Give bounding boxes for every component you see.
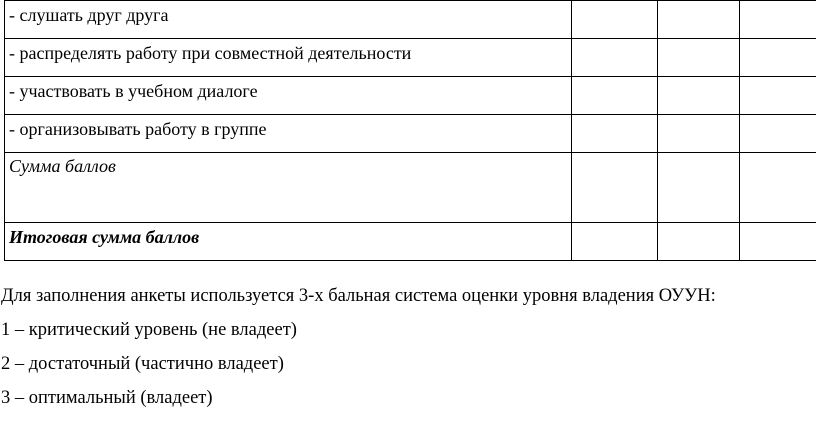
score-cell	[572, 39, 658, 77]
score-cell	[658, 115, 740, 153]
skill-label: - распределять работу при совместной деятельности	[5, 39, 572, 77]
score-cell	[572, 77, 658, 115]
table-row	[5, 1, 816, 39]
subtotal-label: Сумма баллов	[5, 153, 572, 223]
score-cell	[658, 77, 740, 115]
score-cell	[740, 77, 816, 115]
score-cell	[658, 39, 740, 77]
score-cell	[740, 1, 816, 39]
score-cell	[572, 115, 658, 153]
score-cell	[740, 153, 816, 223]
skill-label: - организовывать работу в группе	[5, 115, 572, 153]
score-cell	[658, 1, 740, 39]
skill-label: - участвовать в учебном диалоге	[5, 77, 572, 115]
level-item: 1 – критический уровень (не владеет)	[1, 320, 297, 340]
score-cell	[658, 223, 740, 261]
table-row	[5, 115, 816, 153]
scoring-notes	[1, 286, 716, 422]
score-cell	[572, 1, 658, 39]
assessment-table	[4, 0, 816, 261]
score-cell	[572, 223, 658, 261]
table-row	[5, 77, 816, 115]
table-row-subtotal	[5, 153, 816, 223]
total-label: Итоговая сумма баллов	[5, 223, 572, 261]
score-cell	[740, 223, 816, 261]
table-row	[5, 39, 816, 77]
score-cell	[740, 39, 816, 77]
table-row-total	[5, 223, 816, 261]
score-cell	[740, 115, 816, 153]
score-cell	[658, 153, 740, 223]
skill-label: - слушать друг друга	[5, 1, 572, 39]
notes-intro: Для заполнения анкеты используется 3-х бальная система оценки уровня владения ОУУН:	[1, 286, 716, 306]
score-cell	[572, 153, 658, 223]
level-item: 3 – оптимальный (владеет)	[1, 388, 213, 408]
level-item: 2 – достаточный (частично владеет)	[1, 354, 284, 374]
